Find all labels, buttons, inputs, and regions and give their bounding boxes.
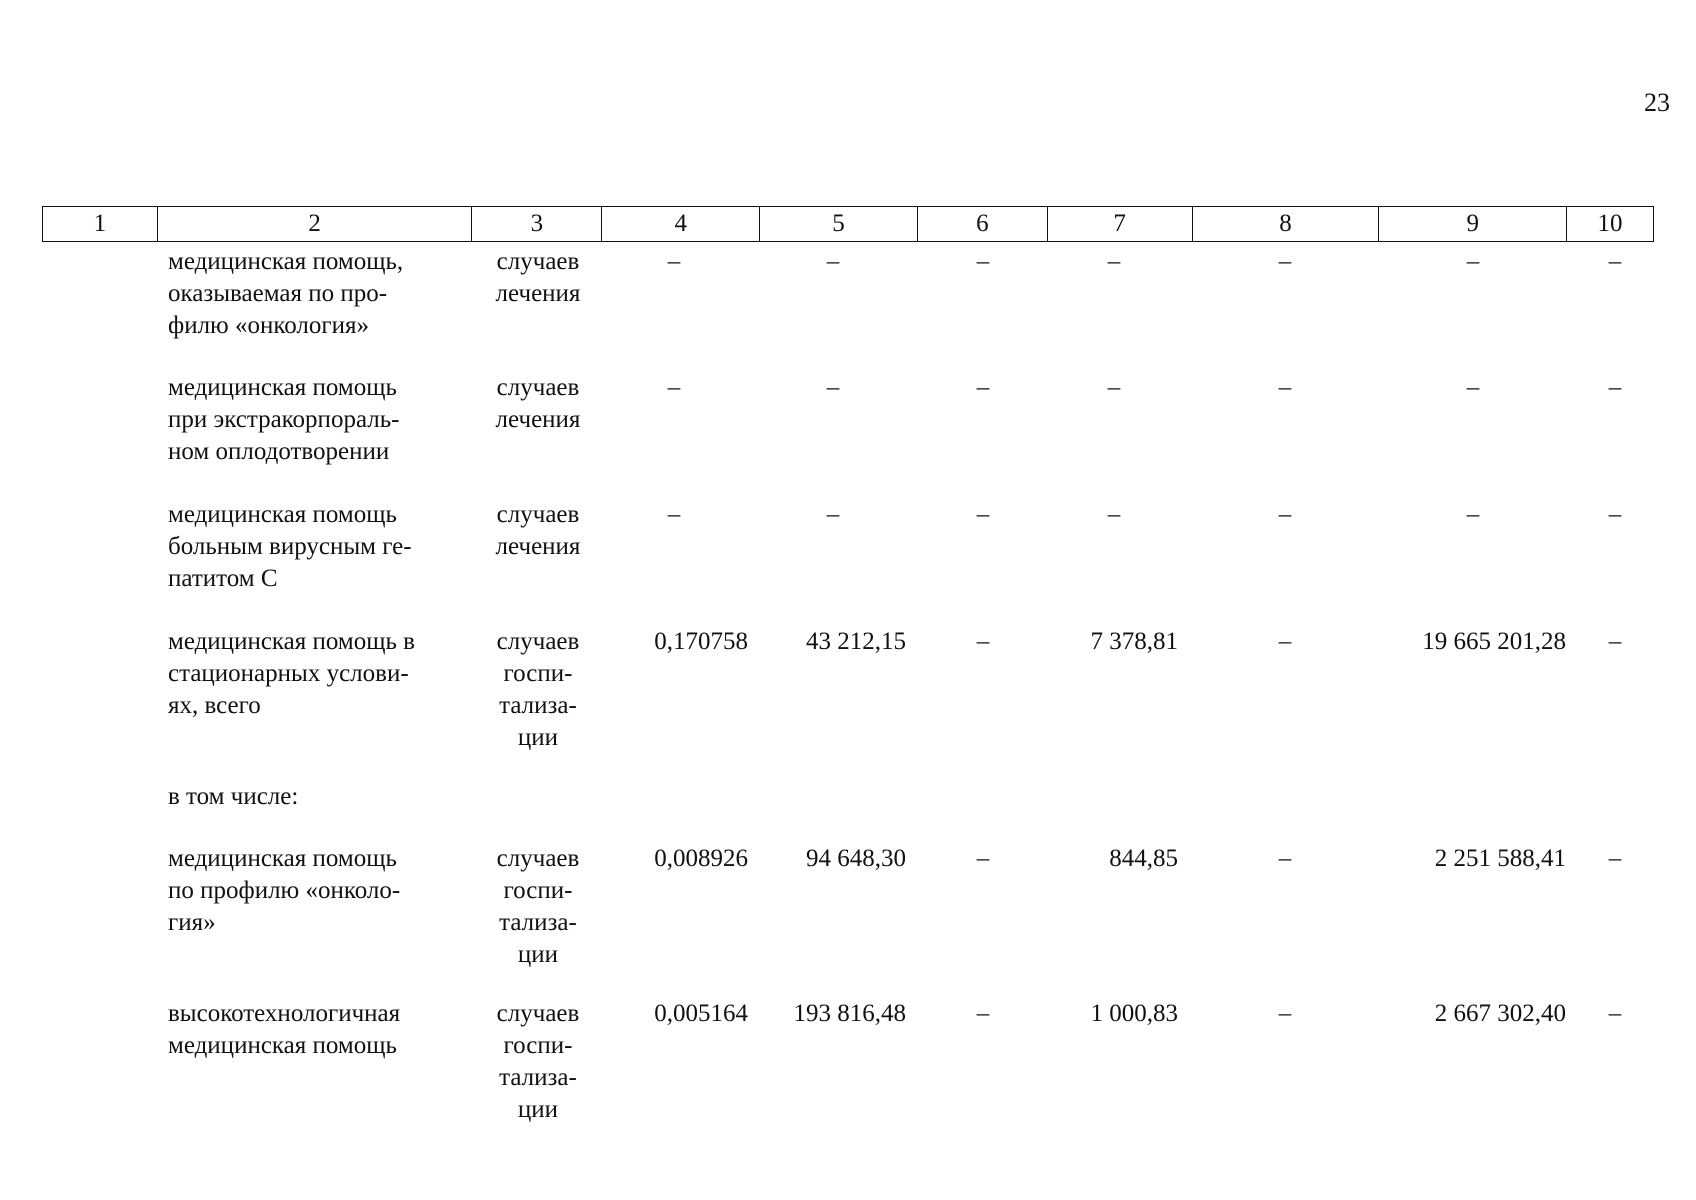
row-name-line: медицинская помощь bbox=[168, 845, 397, 872]
row-name-line: ях, всего bbox=[168, 692, 261, 719]
row-unit-line: госпи- bbox=[503, 1032, 573, 1059]
value-col-10: – bbox=[1608, 845, 1622, 872]
col-number-6: 6 bbox=[918, 207, 1048, 241]
col-number-8: 8 bbox=[1193, 207, 1380, 241]
row-name-line: медицинская помощь, bbox=[168, 248, 404, 275]
column-number-header bbox=[42, 206, 1654, 242]
value-col-5: 193 816,48 bbox=[793, 1000, 906, 1027]
row-unit bbox=[478, 499, 598, 563]
value-col-5: – bbox=[826, 374, 840, 401]
row-unit-line: тализа- bbox=[499, 909, 577, 936]
col-number-1: 1 bbox=[43, 207, 158, 241]
value-col-8: – bbox=[1278, 628, 1292, 655]
value-col-5: 94 648,30 bbox=[806, 845, 906, 872]
row-unit-line: случаев bbox=[496, 845, 580, 872]
col-number-9: 9 bbox=[1379, 207, 1567, 241]
row-unit bbox=[478, 246, 598, 310]
value-col-9: – bbox=[1466, 374, 1480, 401]
col-number-5: 5 bbox=[760, 207, 918, 241]
value-col-10: – bbox=[1608, 248, 1622, 275]
row-name-line: стационарных услови- bbox=[168, 660, 409, 687]
row-name-line: медицинская помощь в bbox=[168, 628, 415, 655]
row-name-line: высокотехнологичная bbox=[168, 1000, 401, 1027]
value-col-8: – bbox=[1278, 374, 1292, 401]
row-name-line: по профилю «онколо- bbox=[168, 877, 401, 904]
value-col-4: 0,170758 bbox=[654, 628, 748, 655]
row-name bbox=[168, 998, 462, 1062]
row-unit-line: лечения bbox=[495, 533, 581, 560]
value-col-9: – bbox=[1466, 501, 1480, 528]
row-unit-line: ции bbox=[517, 1096, 559, 1123]
value-col-6: – bbox=[976, 374, 990, 401]
value-col-7: – bbox=[1107, 248, 1121, 275]
row-unit bbox=[478, 998, 598, 1126]
value-col-6: – bbox=[976, 845, 990, 872]
value-col-9: – bbox=[1466, 248, 1480, 275]
row-name-line: медицинская помощь bbox=[168, 501, 397, 528]
row-name bbox=[168, 626, 462, 722]
row-unit-line: случаев bbox=[496, 628, 580, 655]
row-name-line: гия» bbox=[168, 909, 216, 936]
row-name bbox=[168, 781, 462, 813]
row-unit-line: лечения bbox=[495, 406, 581, 433]
row-unit-line: случаев bbox=[496, 248, 580, 275]
value-col-6: – bbox=[976, 501, 990, 528]
row-unit-line: ции bbox=[517, 724, 559, 751]
value-col-10: – bbox=[1608, 1000, 1622, 1027]
row-name-line: патитом С bbox=[168, 565, 278, 592]
value-col-5: – bbox=[826, 501, 840, 528]
row-unit-line: случаев bbox=[496, 1000, 580, 1027]
row-name-line: больным вирусным ге- bbox=[168, 533, 412, 560]
value-col-4: – bbox=[667, 501, 681, 528]
value-col-6: – bbox=[976, 628, 990, 655]
row-name-line: в том числе: bbox=[168, 783, 299, 810]
value-col-6: – bbox=[976, 1000, 990, 1027]
value-col-4: – bbox=[667, 374, 681, 401]
col-number-7: 7 bbox=[1048, 207, 1193, 241]
value-col-7: 844,85 bbox=[1109, 845, 1178, 872]
value-col-6: – bbox=[976, 248, 990, 275]
value-col-10: – bbox=[1608, 501, 1622, 528]
value-col-8: – bbox=[1278, 1000, 1292, 1027]
value-col-7: 7 378,81 bbox=[1090, 628, 1178, 655]
value-col-7: – bbox=[1107, 501, 1121, 528]
value-col-4: 0,008926 bbox=[654, 845, 748, 872]
value-col-7: 1 000,83 bbox=[1090, 1000, 1178, 1027]
col-number-4: 4 bbox=[602, 207, 760, 241]
value-col-9: 2 667 302,40 bbox=[1434, 1000, 1566, 1027]
row-unit-line: тализа- bbox=[499, 1064, 577, 1091]
row-unit-line: случаев bbox=[496, 374, 580, 401]
row-unit-line: госпи- bbox=[503, 660, 573, 687]
row-name bbox=[168, 843, 462, 939]
row-name bbox=[168, 372, 462, 468]
row-unit-line: лечения bbox=[495, 280, 581, 307]
row-name-line: при экстракорпораль- bbox=[168, 406, 400, 433]
row-unit-line: госпи- bbox=[503, 877, 573, 904]
row-name-line: ном оплодотворении bbox=[168, 438, 390, 465]
value-col-5: – bbox=[826, 248, 840, 275]
row-unit-line: тализа- bbox=[499, 692, 577, 719]
value-col-5: 43 212,15 bbox=[806, 628, 906, 655]
value-col-4: – bbox=[667, 248, 681, 275]
row-name-line: оказываемая по про- bbox=[168, 280, 388, 307]
col-number-2: 2 bbox=[158, 207, 473, 241]
value-col-4: 0,005164 bbox=[654, 1000, 748, 1027]
row-unit-line: случаев bbox=[496, 501, 580, 528]
row-unit bbox=[478, 843, 598, 971]
value-col-8: – bbox=[1278, 845, 1292, 872]
value-col-8: – bbox=[1278, 248, 1292, 275]
row-name bbox=[168, 246, 462, 342]
value-col-7: – bbox=[1107, 374, 1121, 401]
value-col-8: – bbox=[1278, 501, 1292, 528]
row-name bbox=[168, 499, 462, 595]
row-name-line: медицинская помощь bbox=[168, 374, 397, 401]
row-unit bbox=[478, 372, 598, 436]
value-col-10: – bbox=[1608, 628, 1622, 655]
row-name-line: медицинская помощь bbox=[168, 1032, 397, 1059]
row-unit bbox=[478, 626, 598, 754]
value-col-10: – bbox=[1608, 374, 1622, 401]
col-number-10: 10 bbox=[1597, 210, 1623, 237]
page-number: 23 bbox=[1644, 88, 1670, 117]
row-name-line: филю «онкология» bbox=[168, 312, 370, 339]
value-col-9: 2 251 588,41 bbox=[1434, 845, 1566, 872]
value-col-9: 19 665 201,28 bbox=[1422, 628, 1566, 655]
col-number-3: 3 bbox=[472, 207, 602, 241]
row-unit-line: ции bbox=[517, 941, 559, 968]
